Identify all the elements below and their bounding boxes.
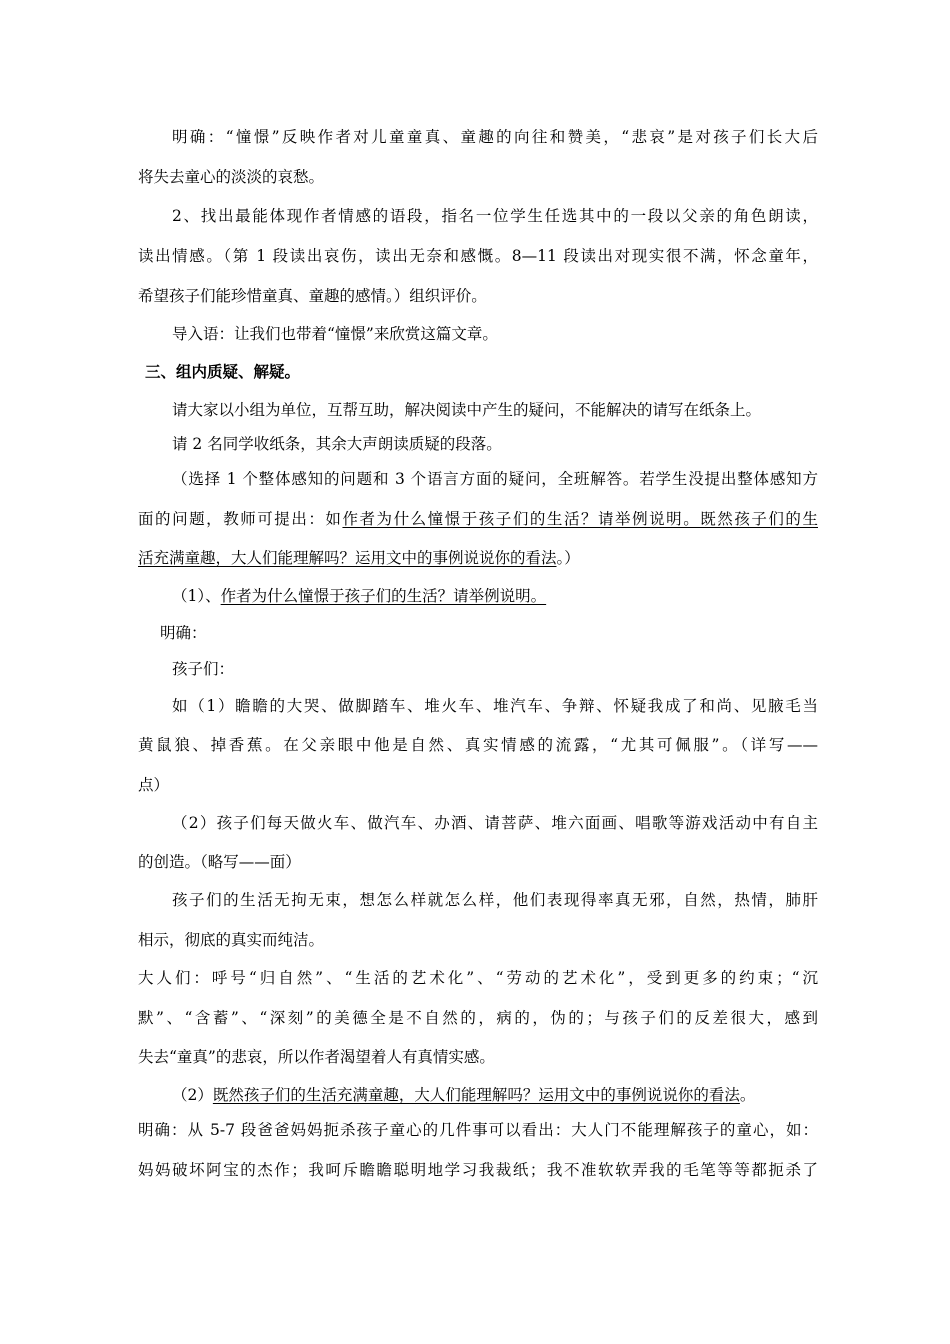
underlined-question: 作者为什么憧憬于孩子们的生活？请举例说明。 <box>220 587 547 605</box>
paragraph-line: 明确：从 5-7 段爸爸妈妈扼杀孩子童心的几件事可以看出：大人门不能理解孩子的童心，如： <box>138 1121 818 1139</box>
paragraph-line: 孩子们： <box>172 660 235 678</box>
paragraph-line: 大人们：呼号“归自然”、“生活的艺术化”、“劳动的艺术化”，受到更多的约束；“沉 <box>138 969 818 987</box>
paragraph-line: （2）孩子们每天做火车、做汽车、办酒、请菩萨、堆六面画、唱歌等游戏活动中有自主 <box>172 814 818 832</box>
paragraph-line: 孩子们的生活无拘无束，想怎么样就怎么样，他们表现得率真无邪，自然，热情，肺肝 <box>172 891 818 909</box>
paragraph-line: 请 2 名同学收纸条，其余大声朗读质疑的段落。 <box>172 435 502 453</box>
paragraph-line: 明确：“憧憬”反映作者对儿童童真、童趣的向往和赞美，“悲哀”是对孩子们长大后 <box>172 128 818 146</box>
underlined-question: 既然孩子们的生活充满童趣，大人们能理解吗？运用文中的事例说说你的看法 <box>212 1086 740 1104</box>
paragraph-line: 点） <box>138 776 170 794</box>
paragraph-line: 面的问题，教师可提出：如作者为什么憧憬于孩子们的生活？请举例说明。既然孩子们的生 <box>138 510 818 528</box>
paragraph-line: 将失去童心的淡淡的哀愁。 <box>138 168 325 186</box>
paragraph-line: 黄鼠狼、掉香蕉。在父亲眼中他是自然、真实情感的流露，“尤其可佩服”。（详写—— <box>138 736 818 754</box>
paragraph-line: 2、找出最能体现作者情感的语段，指名一位学生任选其中的一段以父亲的角色朗读， <box>172 207 818 225</box>
underlined-question: 活充满童趣，大人们能理解吗？运用文中的事例说说你的看法 <box>138 549 557 567</box>
paragraph-line: 明确： <box>160 624 207 642</box>
question-line: （2）既然孩子们的生活充满童趣，大人们能理解吗？运用文中的事例说说你的看法。 <box>172 1086 756 1104</box>
paragraph-line: 如（1）瞻瞻的大哭、做脚踏车、堆火车、堆汽车、争辩、怀疑我成了和尚、见腋毛当 <box>172 697 818 715</box>
underlined-question: 作者为什么憧憬于孩子们的生活？请举例说明。既然孩子们的生 <box>342 510 818 528</box>
paragraph-line: 读出情感。（第 1 段读出哀伤，读出无奈和感慨。8—11 段读出对现实很不满，怀念童年， <box>138 247 818 265</box>
paragraph-line: （选择 1 个整体感知的问题和 3 个语言方面的疑问，全班解答。若学生没提出整体感知方 <box>172 470 818 488</box>
paragraph-line: 请大家以小组为单位，互帮互助，解决阅读中产生的疑问，不能解决的请写在纸条上。 <box>172 401 762 419</box>
paragraph-line: 导入语：让我们也带着“憧憬”来欣赏这篇文章。 <box>172 325 498 343</box>
paragraph-line: 妈妈破坏阿宝的杰作；我呵斥瞻瞻聪明地学习我裁纸；我不准软软弄我的毛笔等等都扼杀了 <box>138 1161 818 1179</box>
paragraph-line: 活充满童趣，大人们能理解吗？运用文中的事例说说你的看法。） <box>138 549 580 567</box>
paragraph-line: 的创造。（略写——面） <box>138 853 301 871</box>
paragraph-line: 希望孩子们能珍惜童真、童趣的感情。）组织评价。 <box>138 287 487 305</box>
paragraph-line: 失去“童真”的悲哀，所以作者渴望着人有真情实感。 <box>138 1048 495 1066</box>
section-heading: 三、组内质疑、解疑。 <box>145 362 301 381</box>
paragraph-line: 默”、“含蓄”、“深刻”的美德全是不自然的，病的，伪的；与孩子们的反差很大，感到 <box>138 1009 818 1027</box>
question-line: （1）、作者为什么憧憬于孩子们的生活？请举例说明。 <box>172 587 547 605</box>
paragraph-line: 相示，彻底的真实而纯洁。 <box>138 931 325 949</box>
